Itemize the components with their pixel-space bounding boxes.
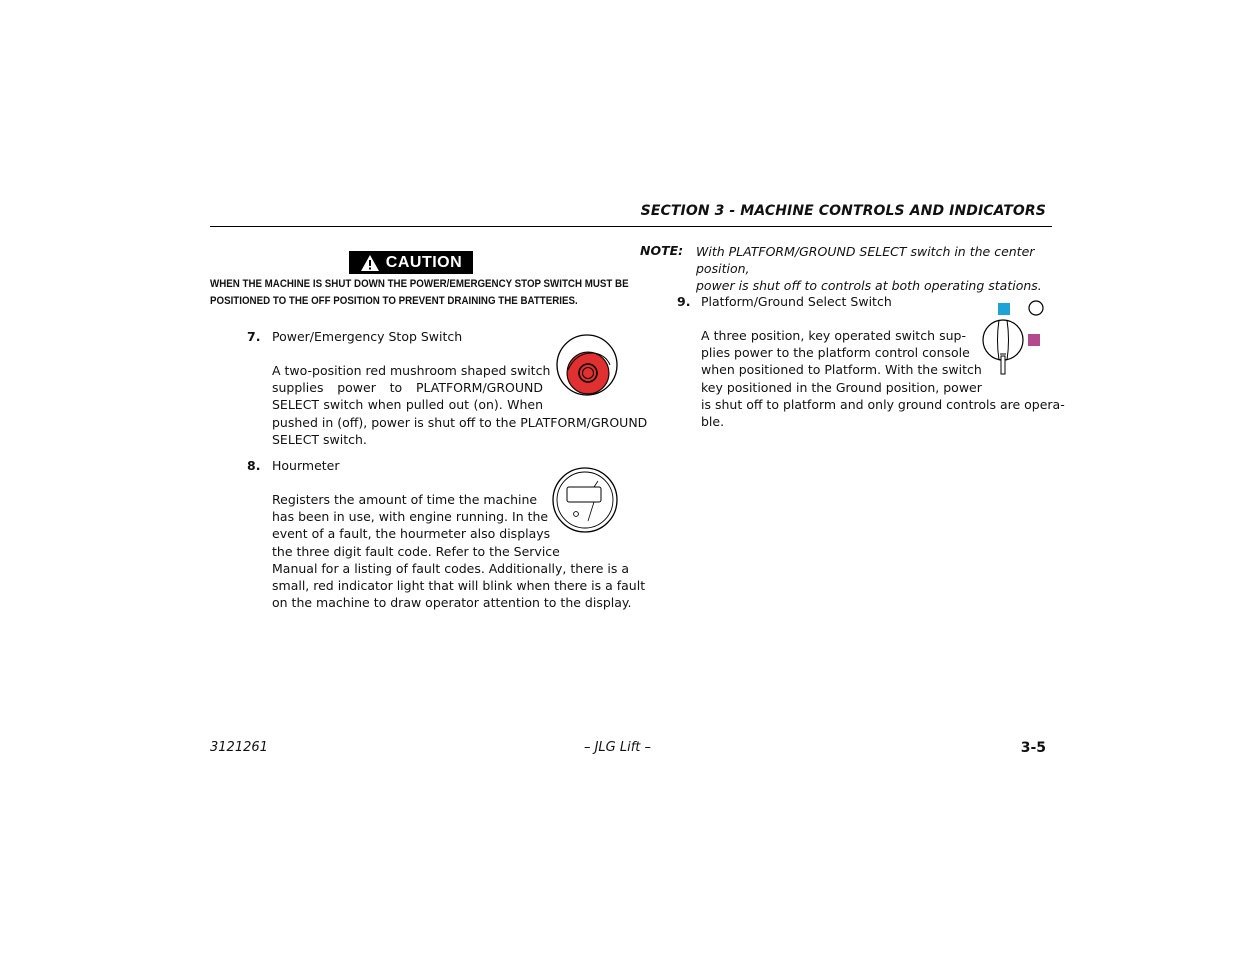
item-9-line: ble. [701,414,725,430]
header-rule [210,226,1052,227]
item-9-number: 9. [677,294,691,309]
item-8-number: 8. [247,458,261,473]
item-8-line: event of a fault, the hourmeter also displays [272,526,551,542]
item-9-line: key positioned in the Ground position, power [701,379,982,395]
emergency-stop-switch-icon [554,332,620,398]
item-7-title: Power/Emergency Stop Switch [272,329,463,344]
item-9-line: A three position, key operated switch sup- [701,328,966,343]
item-9-line: when positioned to Platform. With the switch [701,362,982,378]
item-8-line: small, red indicator light that will blink when there is a fault [272,578,646,594]
item-7-line: supplies power to PLATFORM/GROUND [272,380,543,396]
item-8-line: Manual for a listing of fault codes. Additionally, there is a [272,560,630,576]
item-7-line: A two-position red mushroom shaped switch [272,363,551,378]
note-line-2: power is shut off to controls at both operating stations. [696,278,1042,293]
hourmeter-icon [550,465,620,535]
note-text [696,243,1052,294]
caution-line-1: WHEN THE MACHINE IS SHUT DOWN THE POWER/EMERGENCY STOP SWITCH MUST BE [210,278,629,290]
note-line-1: With PLATFORM/GROUND SELECT switch in the center position, [696,244,1035,276]
footer-brand: – JLG Lift – [583,740,652,755]
item-7-line: SELECT switch. [272,431,367,447]
item-9-line: is shut off to platform and only ground controls are opera- [701,396,1065,412]
item-8-line: on the machine to draw operator attention to the display. [272,595,632,611]
item-7-number: 7. [247,329,261,344]
key-select-switch-icon [978,298,1048,378]
page-number: 3-5 [1020,740,1046,756]
item-8-line: the three digit fault code. Refer to the Service [272,543,560,559]
caution-message [210,276,629,310]
item-9-title: Platform/Ground Select Switch [701,294,892,309]
caution-line-2: POSITIONED TO THE OFF POSITION TO PREVENT DRAINING THE BATTERIES. [210,295,578,307]
item-9-line: plies power to the platform control console [701,345,970,361]
caution-label: CAUTION [385,253,463,271]
caution-banner [349,251,473,274]
section-title: SECTION 3 - MACHINE CONTROLS AND INDICATORS [640,203,1046,219]
item-8-line: Registers the amount of time the machine [272,492,538,507]
document-number: 3121261 [210,740,268,755]
item-8-line: has been in use, with engine running. In the [272,509,549,525]
item-8-title: Hourmeter [272,458,340,473]
note-label: NOTE: [640,243,684,258]
item-7-line: pushed in (off), power is shut off to the PLATFORM/GROUND [272,414,648,430]
warning-triangle-icon [360,254,380,272]
item-7-line: SELECT switch when pulled out (on). When [272,397,543,413]
